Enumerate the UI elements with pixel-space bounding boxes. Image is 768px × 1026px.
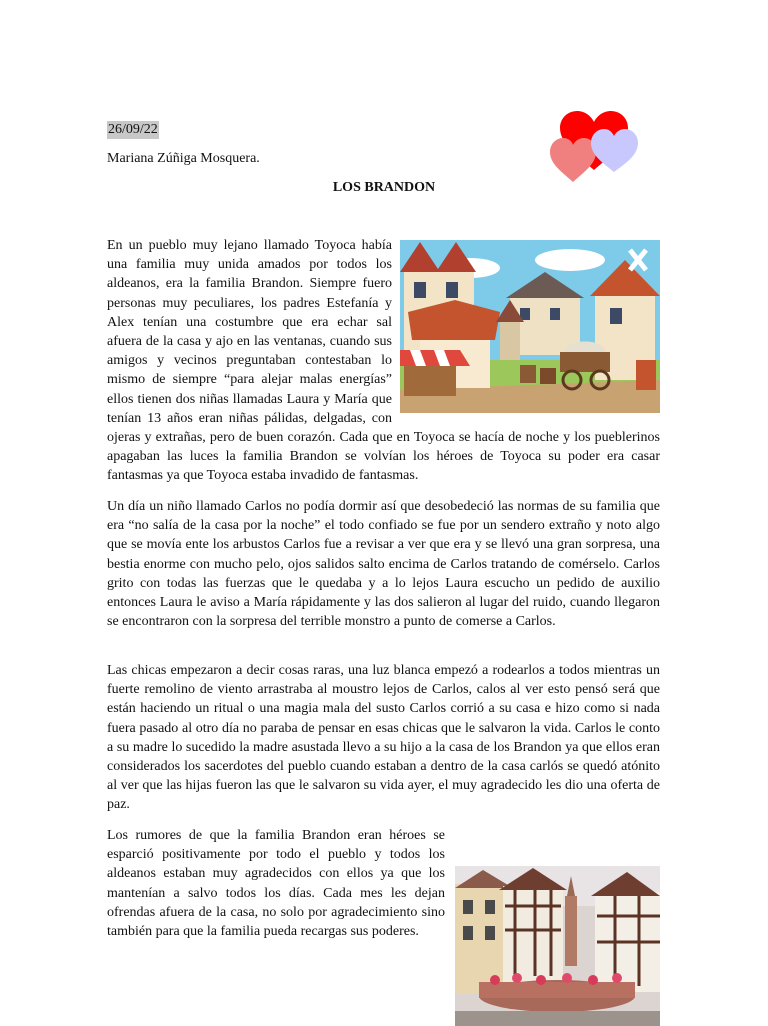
document-title	[0, 179, 768, 197]
paragraph-4-text: Los rumores de que la familia Brandon eran héroes se esparció positivamente por todo el pueblo y todos los aldeanos estaban muy agradecidos con ellos ya que los mantenían a salvo todos los días. Cada mes les dejan ofrendas afuera de la casa, no solo por agradecimiento sino también para que la familia pueda recargas sus poderes.	[107, 828, 445, 940]
document-date: 26/09/22	[108, 122, 158, 137]
village-illustration	[400, 240, 660, 413]
hearts-icon	[548, 108, 640, 184]
document-author: Mariana Zúñiga Mosquera.	[107, 151, 260, 166]
paragraph-1	[107, 236, 660, 486]
paragraph-2	[107, 497, 660, 631]
paragraph-3	[107, 661, 660, 815]
paragraph-1-text: En un pueblo muy lejano llamado Toyoca había una familia muy unida amados por todos los aldeanos, era la familia Brandon. Siempre fuero personas muy peculiares, los padres Estefanía y Alex tenían una costumbre que era echar sal afuera de la casa y ajo en las ventanas, cuando sus amigos y vecinos preguntaban contestaban lo mismo de siempre “para alejar malas energías” ellos tienen dos niñas llamadas Laura y María que tenían 13 años eran niñas pálidas, delgadas, con ojeras y extrañas, pero de buen corazón. Cada que en Toyoca se hacía de noche y los pueblerinos apagaban las luces la familia Brandon se volvían los héroes de Toyoca su poder era casar fantasmas ya que Toyoca estaba invadido de fantasmas.	[107, 238, 660, 484]
town-square-photo	[455, 866, 660, 1026]
document-title-text: LOS BRANDON	[332, 180, 436, 195]
paragraph-4	[107, 826, 660, 1026]
paragraph-2-text: Un día un niño llamado Carlos no podía dormir así que desobedeció las normas de su familia que era “no salía de la casa por la noche” el todo confiado se fue por un sendero extraño y noto algo que se movía ente los arbustos Carlos fue a revisar a ver que era y se llevó una gran sorpresa, una bestia enorme con mucho pelo, ojos salidos salto encima de Carlos tratando de comérselo. Carlos grito con todas las fuerzas que le quedaba y a lo lejos Laura escucho un pedido de auxilio entonces Laura le aviso a María rápidamente y las dos salieron al lugar del ruido, cuando llegaron se encontraron con la sorpresa del terrible monstro a punto de comerse a Carlos.	[107, 499, 660, 630]
paragraph-3-text: Las chicas empezaron a decir cosas raras, una luz blanca empezó a rodearlos a todos mientras un fuerte remolino de viento arrastraba al moustro lejos de Carlos, calos al ver esto pensó será que están haciendo un ritual o una magia mala del susto Carlos corrió a su casa e hizo como si nada fuera pasado al otro día no paraba de pensar en esas chicas que le salvaron la vida. Carlos le conto a su madre lo sucedido la madre asustada llevo a su hijo a la casa de los Brandon ya que ellos eran considerados los sacerdotes del pueblo cuando estaban a dentro de la casa carlós se quedó atónito al ver que las hijas fueron las que le salvaron su vida ayer, el muy agradecido les dio una oferta de paz.	[107, 663, 660, 813]
